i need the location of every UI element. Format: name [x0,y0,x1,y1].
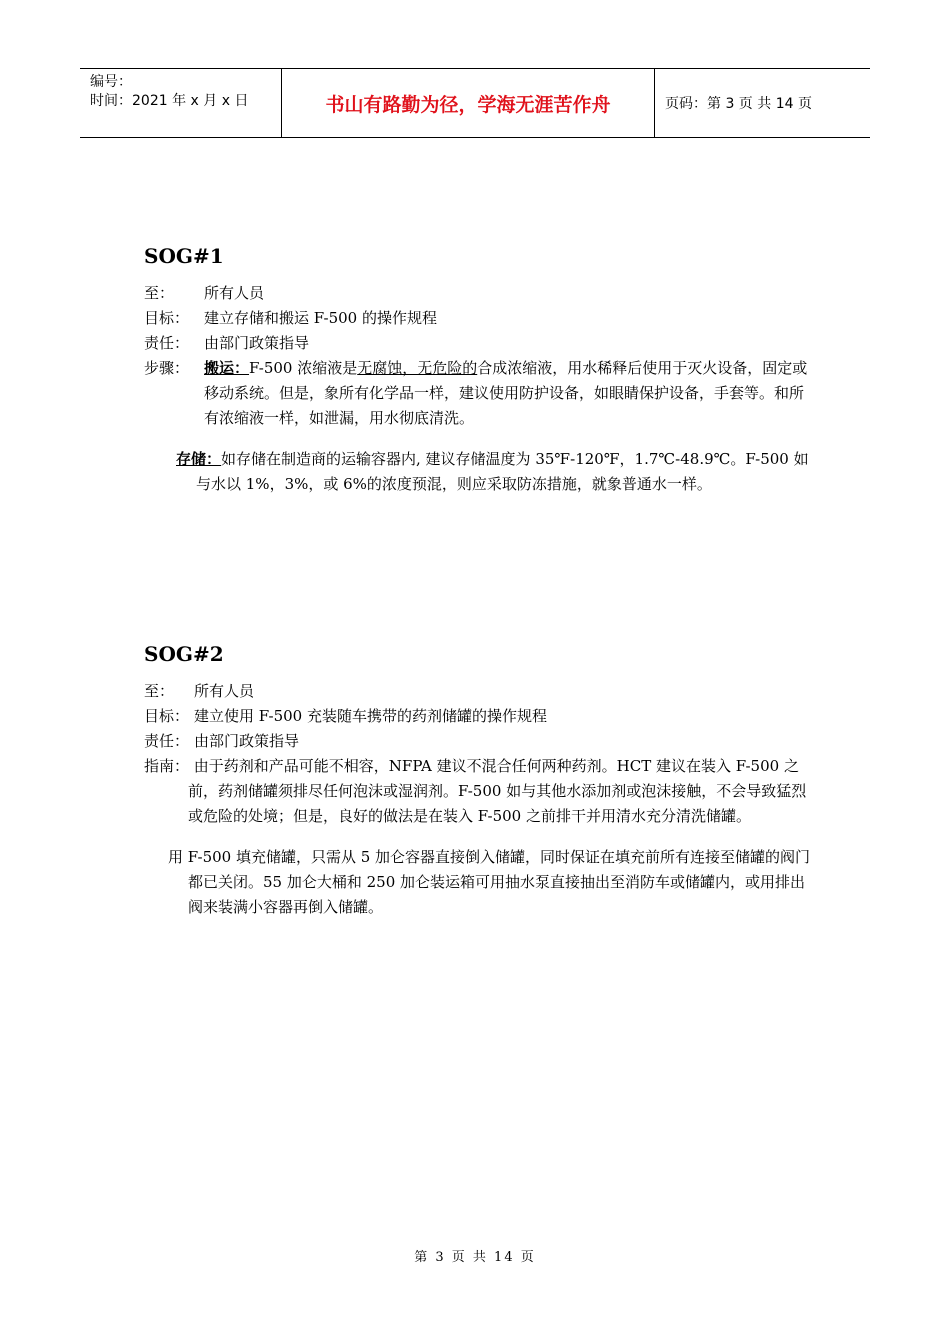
sog2-resp-label: 责任： [144,732,190,750]
sog2-goal-label: 目标： [144,707,190,725]
sog1-to-label: 至： [144,284,175,302]
sog2-to-label: 至： [144,682,175,700]
sog1-resp-value: 由部门政策指导 [204,334,310,352]
handling-label: 搬运： [204,359,250,377]
sog2-guide-label: 指南： [144,757,190,775]
handling-text-1: F-500 浓缩液是 [249,359,358,377]
sog1-resp-row [144,331,814,356]
sog1-section [144,244,814,497]
sog1-goal-value: 建立存储和搬运 F-500 的操作规程 [204,309,437,327]
header-motto: 书山有路勤为径，学海无涯苦作舟 [282,69,655,137]
sog1-title: SOG#1 [144,244,224,268]
sog1-steps-label: 步骤： [144,359,190,377]
sog2-fill-paragraph: 用 F-500 填充储罐，只需从 5 加仑容器直接倒入储罐，同时保证在填充前所有连接至储罐的阀门都已关闭。55 加仑大桶和 250 加仑装运箱可用抽水泵直接抽出至消防车或储罐内，或用排出阀来装满小容器再倒入储罐。 [168,848,811,916]
sog2-section [144,642,814,920]
header-page-info: 页码：第 3 页 共 14 页 [665,96,812,112]
sog1-handling-paragraph [204,356,814,431]
sog2-goal-value: 建立使用 F-500 充装随车携带的药剂储罐的操作规程 [194,707,547,725]
sog2-resp-row [144,729,814,754]
sog1-storage-paragraph [176,447,814,497]
header-meta [80,69,282,137]
page-footer: 第 3 页 共 14 页 [414,1250,536,1265]
sog1-to-row [144,281,814,306]
sog2-guide-paragraph [144,754,814,829]
sog1-goal-row [144,306,814,331]
document-date: 时间：2021 年 x 月 x 日 [90,93,249,109]
sog2-resp-value: 由部门政策指导 [194,732,300,750]
sog1-goal-label: 目标： [144,309,190,327]
storage-label: 存储： [176,450,222,468]
sog2-title: SOG#2 [144,642,224,666]
sog2-goal-row [144,704,814,729]
document-number-label: 编号： [90,74,132,90]
sog2-to-row [144,679,814,704]
sog1-steps-row [144,356,814,431]
sog1-to-value: 所有人员 [204,284,265,302]
sog2-guide-text: 由于药剂和产品可能不相容，NFPA 建议不混合任何两种药剂。HCT 建议在装入 F-500 之前，药剂储罐须排尽任何泡沫或湿润剂。F-500 如与其他水添加剂或泡沫接触，不会导致猛烈或危险的处境；但是，良好的做法是在装入 F-500 之前排干并用清水充分清洗储罐。 [188,757,807,825]
page-header [80,68,870,138]
storage-text: 如存储在制造商的运输容器内, 建议存储温度为 35℉-120℉，1.7℃-48.9℃。F-500 如与水以 1%，3%，或 6%的浓度预混，则应采取防冻措施，就象普通水一样。 [196,450,809,493]
sog2-to-value: 所有人员 [194,682,255,700]
sog1-resp-label: 责任： [144,334,190,352]
handling-text-2: 合成浓缩液，用水稀释后使用于灭火设备，固定或移动系统。但是，象所有化学品一样，建议使用防护设备，如眼睛保护设备，手套等。和所有浓缩液一样，如泄漏，用水彻底清洗。 [204,359,808,427]
handling-underlined: 无腐蚀，无危险的 [357,359,478,377]
